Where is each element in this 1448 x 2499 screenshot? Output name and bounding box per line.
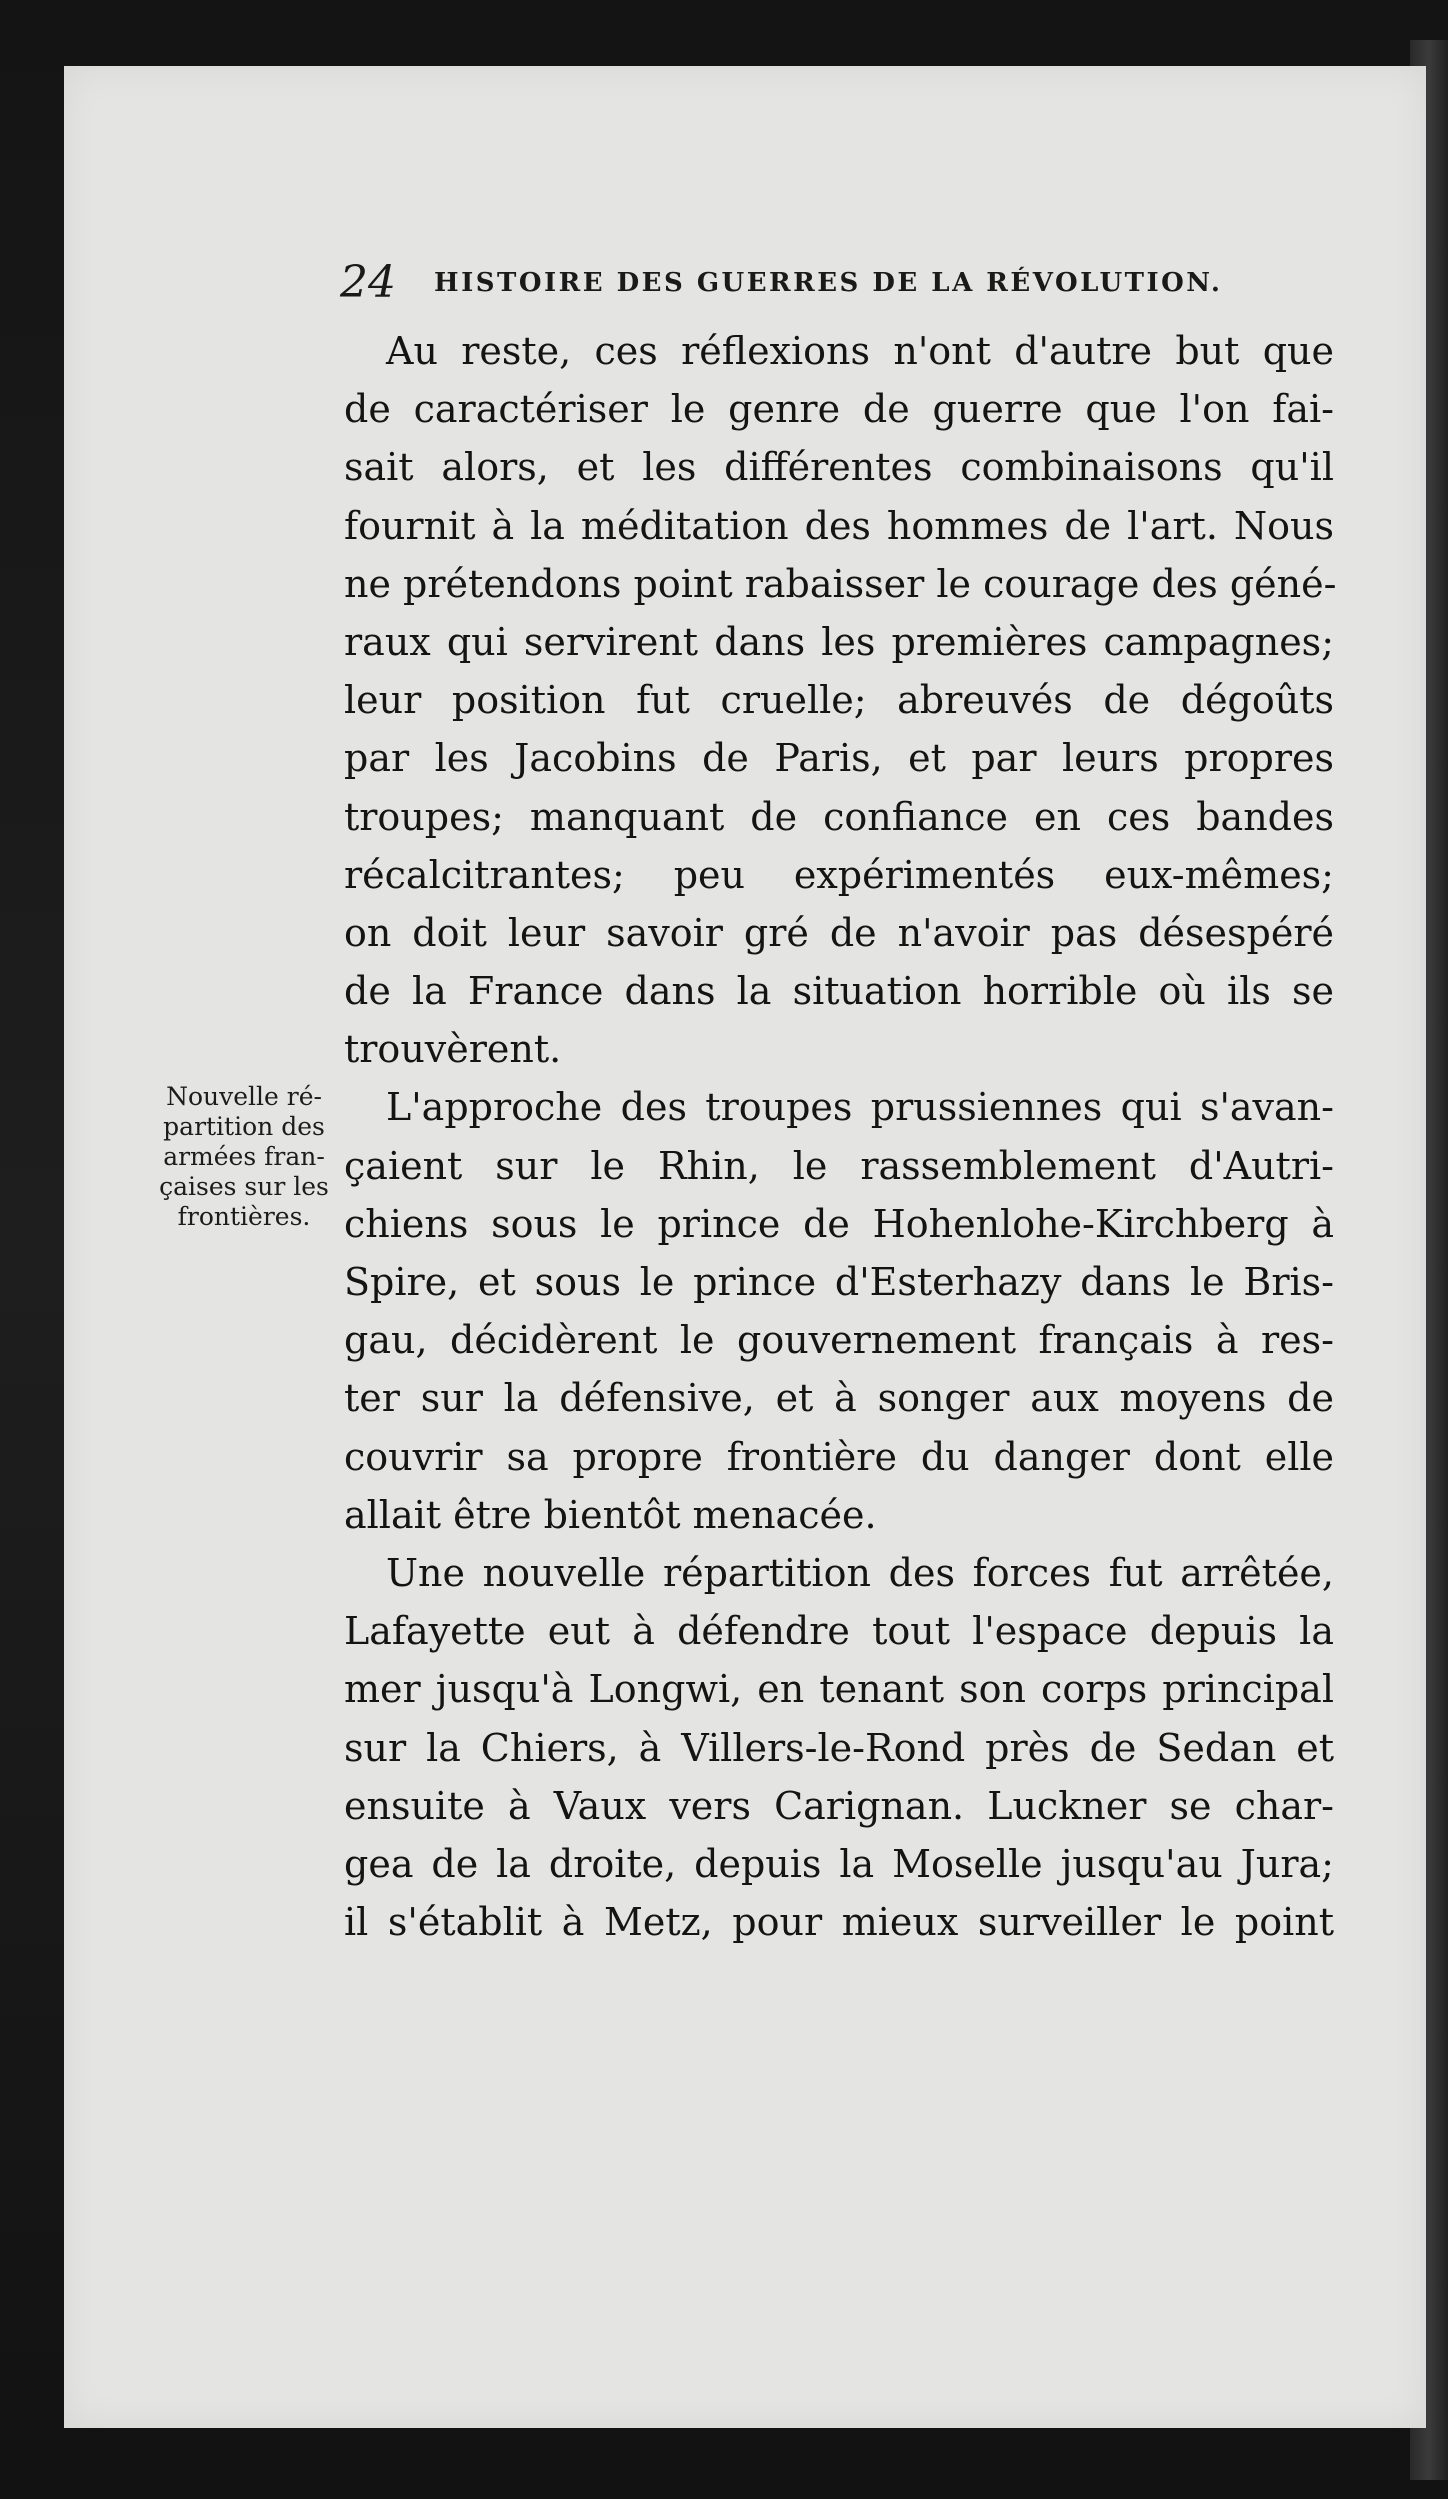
- margin-note-line: çaises sur les: [159, 1172, 329, 1201]
- text-line: de la France dans la situation horrible où ils se: [344, 969, 1334, 1014]
- text-line: gau, décidèrent le gouvernement français à res-: [344, 1318, 1334, 1363]
- text-line: de caractériser le genre de guerre que l'on fai-: [344, 387, 1334, 432]
- text-line: sait alors, et les différentes combinaisons qu'il: [344, 445, 1334, 490]
- text-line: ensuite à Vaux vers Carignan. Luckner se char-: [344, 1783, 1334, 1828]
- body-text: [344, 322, 1337, 1951]
- text-line: L'approche des troupes prussiennes qui s'avan-: [386, 1085, 1334, 1130]
- text-line: par les Jacobins de Paris, et par leurs propres: [344, 736, 1334, 781]
- text-line: sur la Chiers, à Villers-le-Rond près de Sedan et: [344, 1725, 1334, 1770]
- text-line: trouvèrent.: [344, 1027, 562, 1072]
- text-line: gea de la droite, depuis la Moselle jusqu'au Jura;: [344, 1841, 1334, 1886]
- text-line: troupes; manquant de confiance en ces bandes: [344, 794, 1334, 839]
- text-line: Spire, et sous le prince d'Esterhazy dans le Bris-: [344, 1260, 1334, 1304]
- margin-note-line: armées fran-: [163, 1142, 325, 1171]
- text-line: Une nouvelle répartition des forces fut arrêtée,: [386, 1550, 1334, 1595]
- margin-note-line: frontières.: [177, 1202, 311, 1231]
- text-line: chiens sous le prince de Hohenlohe-Kirchberg à: [344, 1201, 1334, 1246]
- text-line: allait être bientôt menacée.: [344, 1492, 877, 1537]
- running-head-title: HISTOIRE DES GUERRES DE LA RÉVOLUTION.: [434, 268, 1223, 298]
- running-head: [340, 258, 1330, 308]
- margin-note-line: partition des: [163, 1112, 325, 1141]
- page-number: 24: [340, 257, 396, 308]
- paragraph: [344, 1078, 1334, 1544]
- text-line: il s'établit à Metz, pour mieux surveiller le point: [344, 1900, 1334, 1945]
- text-line: raux qui servirent dans les premières campagnes;: [344, 619, 1334, 664]
- text-line: fournit à la méditation des hommes de l'art. Nous: [344, 503, 1334, 548]
- margin-note: [152, 1082, 336, 1232]
- text-line: çaient sur le Rhin, le rassemblement d'Autri-: [344, 1143, 1334, 1188]
- paragraph: [344, 1544, 1334, 1951]
- text-line: mer jusqu'à Longwi, en tenant son corps principal: [344, 1667, 1334, 1712]
- text-line: couvrir sa propre frontière du danger dont elle: [344, 1434, 1334, 1479]
- text-line: Au reste, ces réflexions n'ont d'autre but que: [386, 329, 1334, 373]
- paragraph: [344, 322, 1337, 1078]
- text-line: ter sur la défensive, et à songer aux moyens de: [344, 1376, 1334, 1421]
- text-line: on doit leur savoir gré de n'avoir pas désespéré: [344, 910, 1334, 955]
- text-line: Lafayette eut à défendre tout l'espace depuis la: [344, 1609, 1334, 1654]
- text-line: récalcitrantes; peu expérimentés eux-mêmes;: [344, 852, 1334, 897]
- margin-note-line: Nouvelle ré-: [166, 1082, 322, 1111]
- text-line: leur position fut cruelle; abreuvés de dégoûts: [344, 678, 1334, 723]
- text-line: ne prétendons point rabaisser le courage des géné-: [344, 561, 1337, 606]
